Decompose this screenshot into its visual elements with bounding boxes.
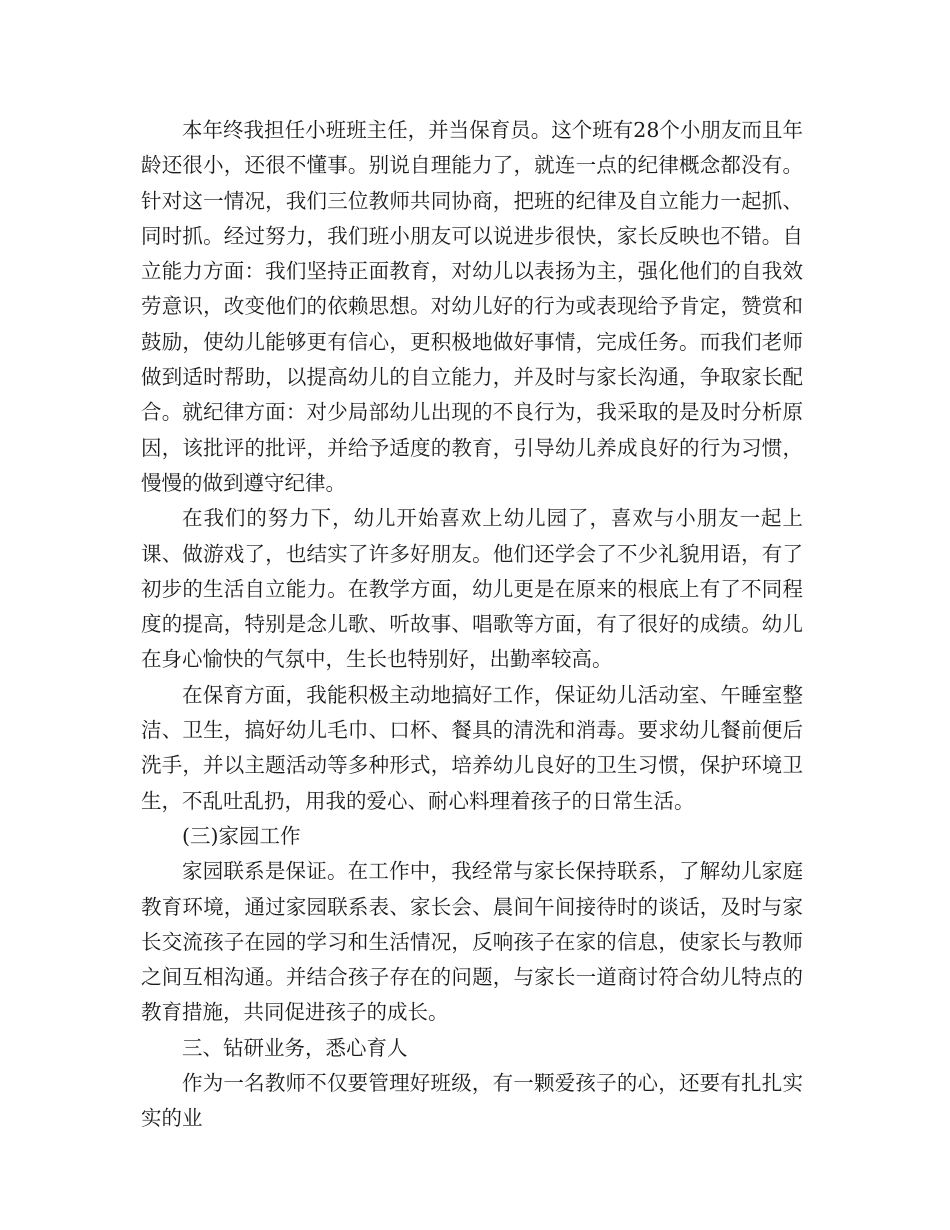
section-heading-professional: 三、钻研业务，悉心育人 <box>182 1035 408 1060</box>
section-heading-home-school: (三)家园工作 <box>182 823 301 848</box>
paragraph-childcare: 在保育方面，我能积极主动地搞好工作，保证幼儿活动室、午睡室整洁、卫生，搞好幼儿毛巾、口杯、餐具的清洗和消毒。要求幼儿餐前便后洗手，并以主题活动等多种形式，培养幼儿良好的卫生习惯，保护环境卫生，不乱吐乱扔，用我的爱心、耐心料理着孩子的日常生活。 <box>141 682 803 813</box>
paragraph-progress: 在我们的努力下，幼儿开始喜欢上幼儿园了，喜欢与小朋友一起上课、做游戏了，也结实了许多好朋友。他们还学会了不少礼貌用语，有了初步的生活自立能力。在教学方面，幼儿更是在原来的根底上有了不同程度的提高，特别是念儿歌、听故事、唱歌等方面，有了很好的成绩。幼儿在身心愉快的气氛中，生长也特别好，出勤率较高。 <box>141 506 803 672</box>
document-body <box>141 113 803 1137</box>
paragraph-class-management: 本年终我担任小班班主任，并当保育员。这个班有28个小朋友而且年龄还很小，还很不懂事。别说自理能力了，就连一点的纪律概念都没有。针对这一情况，我们三位教师共同协商，把班的纪律及自立能力一起抓、同时抓。经过努力，我们班小朋友可以说进步很快，家长反映也不错。自立能力方面：我们坚持正面教育，对幼儿以表扬为主，强化他们的自我效劳意识，改变他们的依赖思想。对幼儿好的行为或表现给予肯定，赞赏和鼓励，使幼儿能够更有信心，更积极地做好事情，完成任务。而我们老师做到适时帮助，以提高幼儿的自立能力，并及时与家长沟通，争取家长配合。就纪律方面：对少局部幼儿出现的不良行为，我采取的是及时分析原因，该批评的批评，并给予适度的教育，引导幼儿养成良好的行为习惯，慢慢的做到遵守纪律。 <box>141 118 803 495</box>
paragraph-home-school: 家园联系是保证。在工作中，我经常与家长保持联系，了解幼儿家庭教育环境，通过家园联系表、家长会、晨间午间接待时的谈话，及时与家长交流孩子在园的学习和生活情况，反响孩子在家的信息，使家长与教师之间互相沟通。并结合孩子存在的问题，与家长一道商讨符合幼儿特点的教育措施，共同促进孩子的成长。 <box>141 859 803 1025</box>
paragraph-professional: 作为一名教师不仅要管理好班级，有一颗爱孩子的心，还要有扎扎实实的业 <box>141 1071 803 1131</box>
